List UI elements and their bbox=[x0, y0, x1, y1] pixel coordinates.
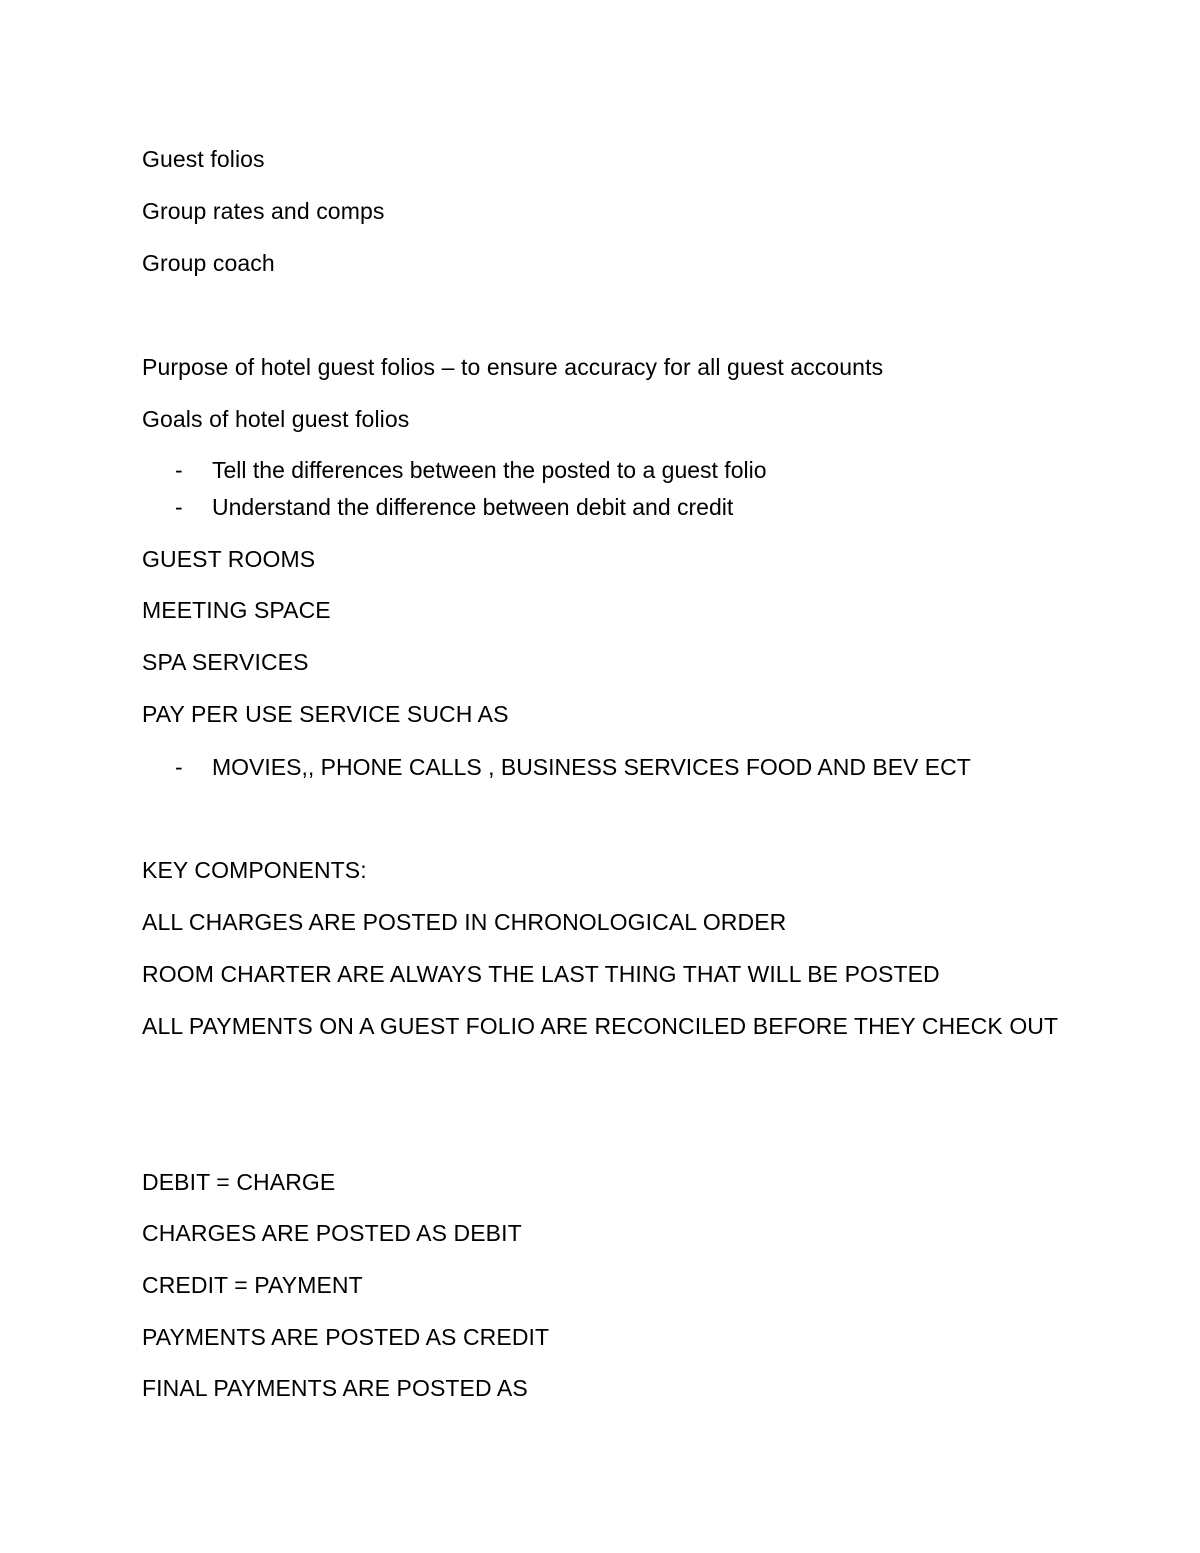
service-line: MEETING SPACE bbox=[142, 597, 331, 623]
debit-credit-line: CREDIT = PAYMENT bbox=[142, 1272, 363, 1298]
purpose-line: Purpose of hotel guest folios – to ensure accuracy for all guest accounts bbox=[142, 354, 884, 380]
service-line: SPA SERVICES bbox=[142, 649, 309, 675]
bullet-dash: - bbox=[175, 457, 183, 483]
service-line: GUEST ROOMS bbox=[142, 546, 316, 572]
key-component-line: ALL PAYMENTS ON A GUEST FOLIO ARE RECONCILED BEFORE THEY CHECK OUT bbox=[142, 1013, 1059, 1039]
key-component-line: ROOM CHARTER ARE ALWAYS THE LAST THING THAT WILL BE POSTED bbox=[142, 961, 940, 987]
key-component-line: ALL CHARGES ARE POSTED IN CHRONOLOGICAL ORDER bbox=[142, 909, 787, 935]
debit-credit-line: FINAL PAYMENTS ARE POSTED AS bbox=[142, 1375, 528, 1401]
intro-line: Guest folios bbox=[142, 146, 265, 172]
intro-line: Group coach bbox=[142, 250, 275, 276]
goal-text: Tell the differences between the posted to a guest folio bbox=[212, 457, 767, 483]
goal-text: Understand the difference between debit and credit bbox=[212, 494, 734, 520]
intro-line: Group rates and comps bbox=[142, 198, 385, 224]
key-components-heading: KEY COMPONENTS: bbox=[142, 857, 367, 883]
goals-heading: Goals of hotel guest folios bbox=[142, 406, 410, 432]
goal-list-item bbox=[175, 456, 767, 484]
debit-credit-line: DEBIT = CHARGE bbox=[142, 1169, 336, 1195]
bullet-dash: - bbox=[175, 754, 183, 780]
service-line: PAY PER USE SERVICE SUCH AS bbox=[142, 701, 509, 727]
debit-credit-line: CHARGES ARE POSTED AS DEBIT bbox=[142, 1220, 522, 1246]
pay-per-use-text: MOVIES,, PHONE CALLS , BUSINESS SERVICES FOOD AND BEV ECT bbox=[212, 754, 971, 780]
pay-per-use-list-item bbox=[175, 753, 971, 781]
bullet-dash: - bbox=[175, 494, 183, 520]
debit-credit-line: PAYMENTS ARE POSTED AS CREDIT bbox=[142, 1324, 550, 1350]
goal-list-item bbox=[175, 493, 733, 521]
